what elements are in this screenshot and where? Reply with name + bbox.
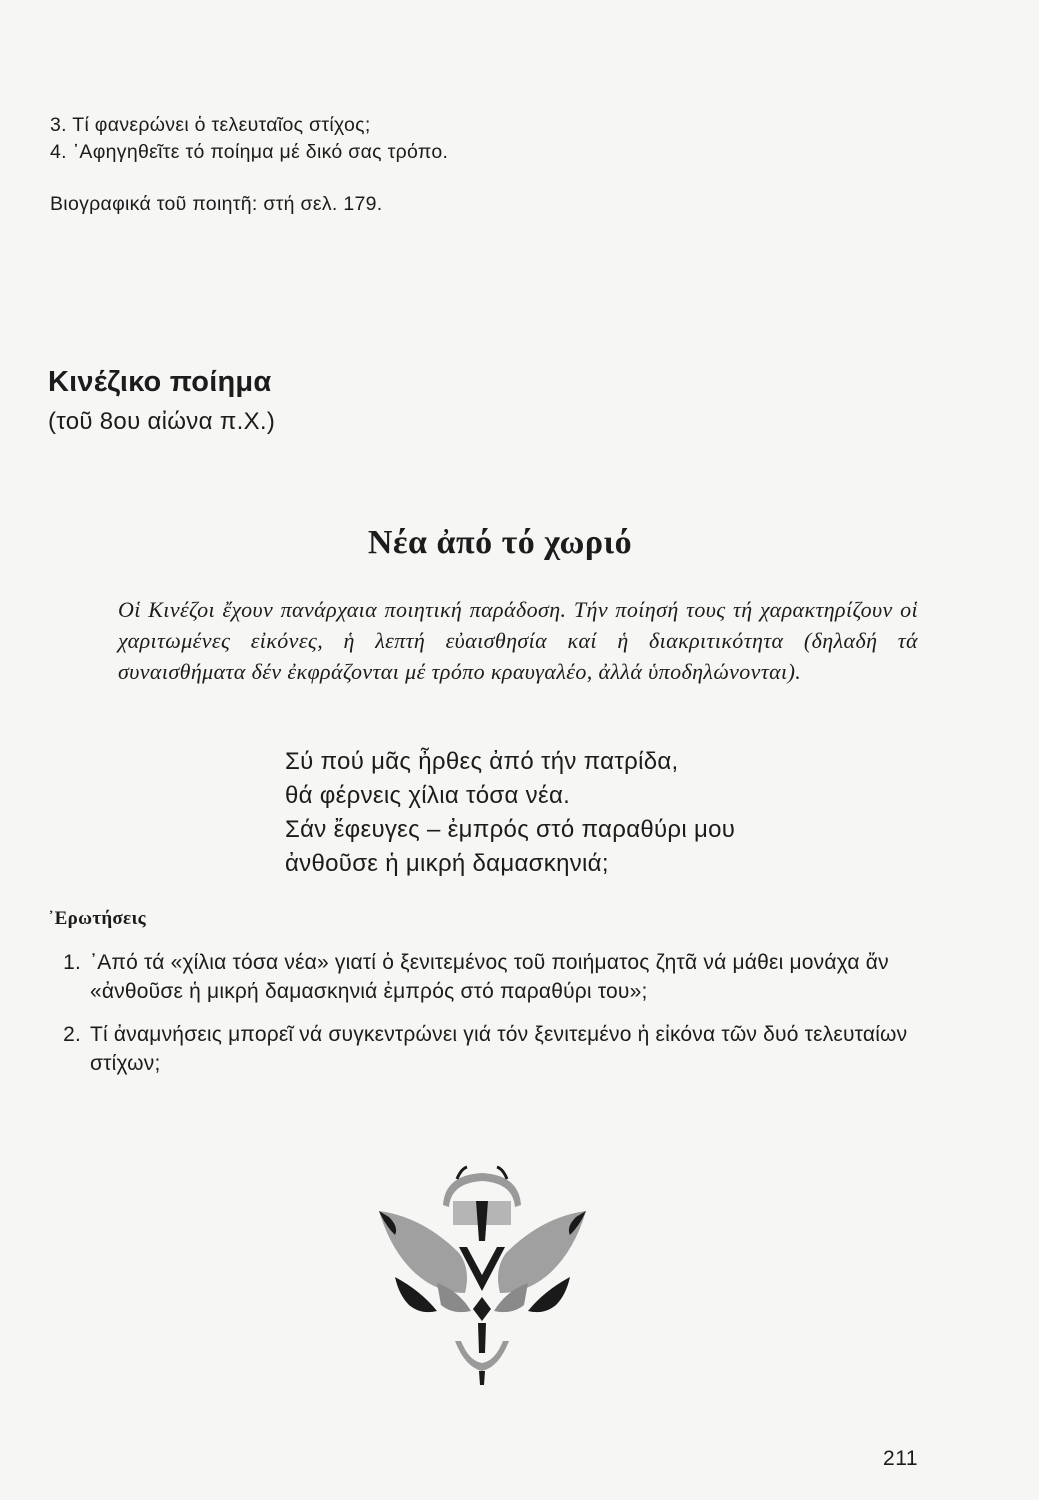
poem-title: Νέα ἀπό τό χωριό	[367, 524, 633, 561]
question-number: 4.	[50, 141, 67, 163]
poem-intro: Οἱ Κινέζοι ἔχουν πανάρχαια ποιητική παράδοση. Τήν ποίησή τους τή χαρακτηρίζουν οἱ χαριτωμένες εἰκόνες, ἡ λεπτή εὐαισθησία καί ἡ διακριτικότητα (δηλαδή τά συναισθήματα δέν ἐκφράζονται μέ τρόπο κραυγαλέο, ἀλλά ὑποδηλώνονται).	[118, 597, 918, 684]
verse-line: ἀνθοῦσε ἡ μικρή δαμασκηνιά;	[285, 850, 609, 877]
question-number: 1.	[63, 951, 81, 974]
top-question-3	[50, 114, 371, 137]
verse-line: θά φέρνεις χίλια τόσα νέα.	[285, 782, 571, 809]
question-text: Τί φανερώνει ὁ τελευταῖος στίχος;	[72, 114, 371, 136]
bio-note: Βιογραφικά τοῦ ποιητῆ: στή σελ. 179.	[50, 193, 383, 215]
verse-line: Σάν ἔφευγες – ἐμπρός στό παραθύρι μου	[285, 816, 736, 843]
question-number: 2.	[63, 1023, 81, 1046]
question-text: ᾽Από τά «χίλια τόσα νέα» γιατί ὁ ξενιτεμένος τοῦ ποιήματος ζητᾶ νά μάθει μονάχα ἄν «ἀνθοῦσε ἡ μικρή δαμασκηνιά ἐμπρός στό παραθύρι του»;	[90, 951, 889, 1003]
verse-line: Σύ πού μᾶς ἦρθες ἀπό τήν πατρίδα,	[285, 748, 679, 775]
question-text: Τί ἀναμνήσεις μπορεῖ νά συγκεντρώνει γιά τόν ξενιτεμένο ἡ εἰκόνα τῶν δυό τελευταίων στίχων;	[90, 1023, 908, 1075]
page-number: 211	[883, 1447, 918, 1470]
list-item	[48, 948, 923, 1006]
question-number: 3.	[50, 114, 67, 136]
question-text: ᾽Αφηγηθεῖτε τό ποίημα μέ δικό σας τρόπο.	[72, 141, 449, 163]
top-question-4	[50, 141, 448, 164]
list-item	[48, 1020, 923, 1078]
questions-heading: ᾽Ερωτήσεις	[48, 908, 146, 929]
floral-ornament-icon	[375, 1165, 590, 1390]
section-subtitle: (τοῦ 8ου αἰώνα π.Χ.)	[48, 408, 276, 435]
section-title: Κινέζικο ποίημα	[48, 366, 272, 398]
questions-list	[48, 948, 923, 1092]
poem-verses	[285, 745, 735, 881]
